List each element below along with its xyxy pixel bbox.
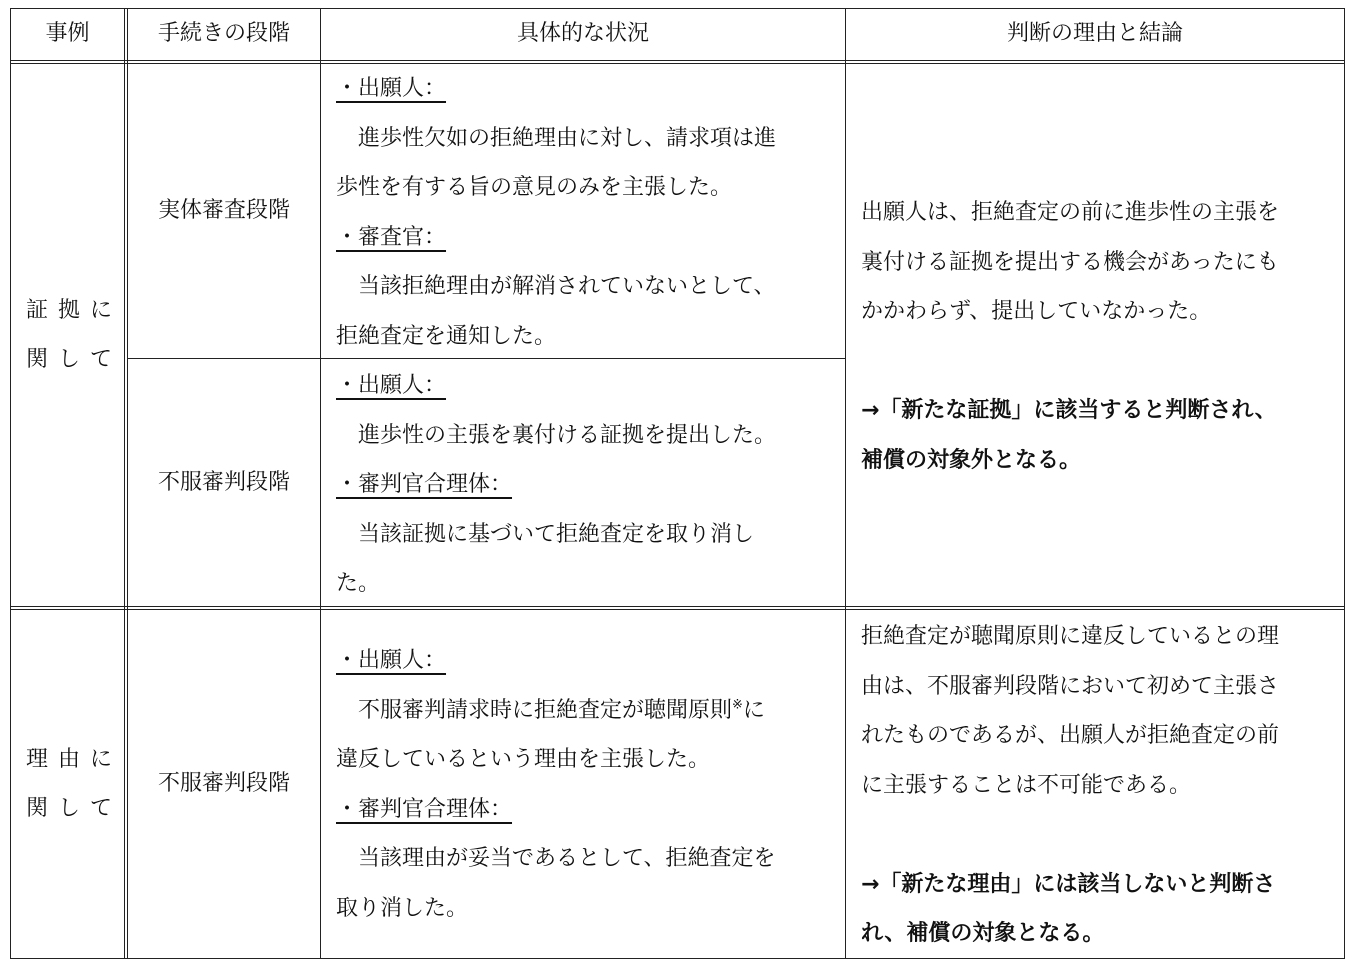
situation-cell <box>336 64 844 361</box>
case-label-line: 関して <box>26 347 123 372</box>
situation-line <box>336 686 844 736</box>
situation-line: 拒絶査定を通知した。 <box>336 323 557 349</box>
table-border-left <box>10 8 11 959</box>
reason-cell <box>861 188 1343 485</box>
stage-col-divider <box>320 8 321 959</box>
situation-line: た。 <box>336 571 381 596</box>
case-label-line: 証拠に <box>26 298 123 323</box>
situation-line: 取り消した。 <box>336 895 469 921</box>
spacer <box>861 337 1343 387</box>
situation-line: ・出願人： <box>336 373 447 398</box>
stage-label: 不服審判段階 <box>157 771 290 797</box>
header-reason: 判断の理由と結論 <box>1006 21 1183 47</box>
situation-line: 当該理由が妥当であるとして、拒絶査定を <box>336 846 776 871</box>
footnote-mark: ※ <box>732 697 743 713</box>
case-label-line: 関して <box>26 796 123 821</box>
situation-line: ・審判官合理体： <box>336 472 513 497</box>
reason-line: に主張することは不可能である。 <box>861 772 1192 798</box>
header-situation: 具体的な状況 <box>516 21 649 47</box>
situation-line: 違反しているという理由を主張した。 <box>336 747 711 772</box>
header-divider <box>10 60 1345 61</box>
conclusion-line: →「新たな理由」には該当しないと判断さ <box>861 871 1276 897</box>
reason-line: 出願人は、拒絶査定の前に進歩性の主張を <box>861 200 1280 225</box>
situation-line: 当該証拠に基づいて拒絶査定を取り消し <box>336 521 755 547</box>
situation-text-tail: に <box>742 697 765 723</box>
situation-line: 進歩性の主張を裏付ける証拠を提出した。 <box>336 422 777 448</box>
reason-line: れたものであるが、出願人が拒絶査定の前 <box>861 723 1280 748</box>
situation-line: ・審判官合理体： <box>336 796 513 822</box>
stage-label: 実体審査段階 <box>157 198 290 224</box>
situation-line: ・審査官： <box>336 224 447 250</box>
situation-line: 当該拒絶理由が解消されていないとして、 <box>336 274 776 299</box>
reason-line: 拒絶査定が聴聞原則に違反しているとの理 <box>861 624 1280 649</box>
case-label-line: 理由に <box>26 747 123 772</box>
stage-cell <box>128 64 320 358</box>
case-label-reason <box>26 735 122 833</box>
stage-cell <box>128 610 320 958</box>
situation-col-divider <box>845 8 846 959</box>
comparison-table <box>10 8 1345 959</box>
reason-cell <box>861 612 1343 959</box>
situation-cell <box>336 361 844 609</box>
header-case: 事例 <box>45 21 90 47</box>
header-stage: 手続きの段階 <box>157 21 290 47</box>
reason-line: 裏付ける証拠を提出する機会があったにも <box>861 249 1279 275</box>
conclusion-line: 補償の対象外となる。 <box>861 447 1082 473</box>
conclusion-line: →「新たな証拠」に該当すると判断され、 <box>861 398 1277 423</box>
table-border-right <box>1344 8 1345 959</box>
situation-line: ・出願人： <box>336 76 447 101</box>
spacer <box>861 810 1343 860</box>
situation-line: 進歩性欠如の拒絶理由に対し、請求項は進 <box>336 125 777 151</box>
reason-line: かかわらず、提出していなかった。 <box>861 299 1212 324</box>
stage-label: 不服審判段階 <box>157 469 290 495</box>
situation-cell <box>336 636 844 933</box>
situation-line: ・出願人： <box>336 648 447 673</box>
case-col-divider <box>124 8 125 959</box>
situation-line: 歩性を有する旨の意見のみを主張した。 <box>336 175 733 200</box>
conclusion-line: れ、補償の対象となる。 <box>861 921 1105 946</box>
reason-line: 由は、不服審判段階において初めて主張さ <box>861 673 1280 699</box>
stage-cell <box>128 359 320 606</box>
situation-text: 不服審判請求時に拒絶査定が聴聞原則 <box>336 697 733 723</box>
case-label-evidence <box>26 286 122 384</box>
